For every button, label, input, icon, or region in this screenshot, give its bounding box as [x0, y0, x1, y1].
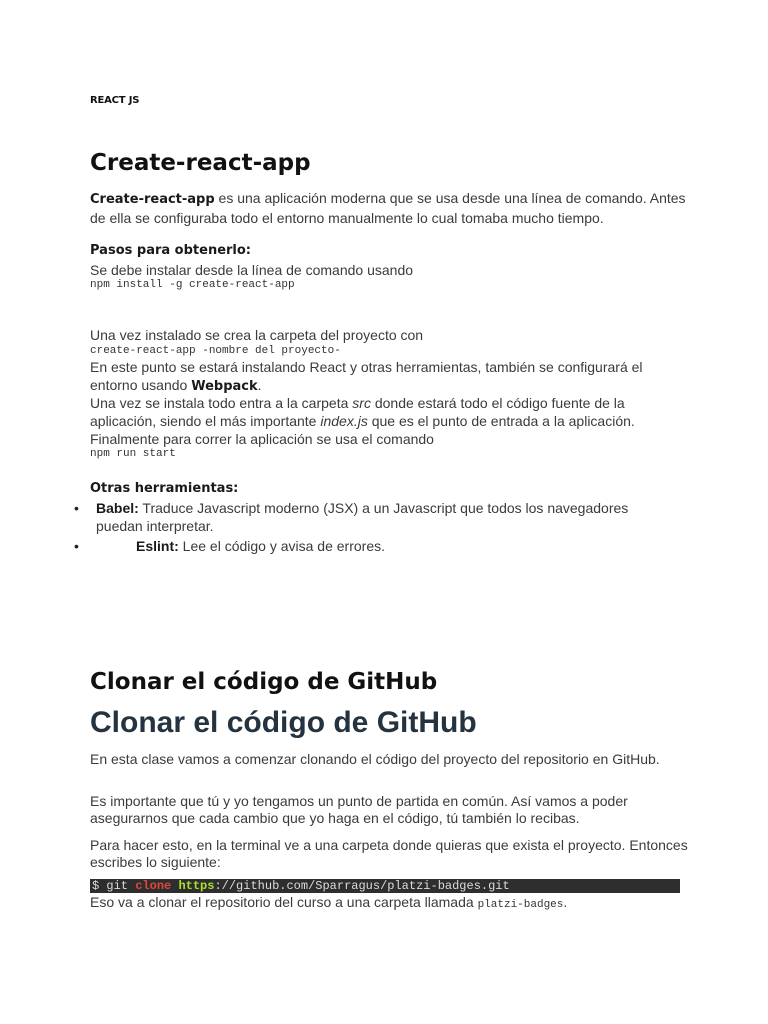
after-text: Eso va a clonar el repositorio del curso a una carpeta llamada — [90, 894, 478, 910]
tool-name: Babel: — [96, 500, 139, 516]
clonar-paragraph-2: Es importante que tú y yo tengamos un punto de partida en común. Así vamos a poder asegurarnos que cada cambio que yo haga en el código, tú también lo recibas. — [90, 793, 628, 826]
tools-title: Otras herramientas: — [90, 481, 239, 496]
tool-name: Eslint: — [136, 538, 179, 554]
config-text: En este punto se estará instalando React y otras herramientas, también se configurará el entorno usando — [90, 359, 643, 393]
cmd-url: ://github.com/Sparragus/platzi-badges.git — [214, 879, 510, 893]
intro-text: es una aplicación moderna que se usa desde una línea de comando. Antes de ella se configuraba todo el entorno manualmente lo cual tomaba mucho tiempo. — [90, 190, 686, 226]
terminal-command-bar — [90, 879, 680, 893]
src-text-a: Una vez se instala todo entra a la carpeta — [90, 395, 353, 411]
section-title-create-react-app: Create-react-app — [90, 150, 311, 176]
src-paragraph — [90, 394, 690, 430]
steps-title: Pasos para obtenerlo: — [90, 243, 252, 258]
run-line: Finalmente para correr la aplicación se usa el comando — [90, 431, 434, 447]
intro-paragraph — [90, 189, 690, 227]
cmd-clone-keyword: clone — [135, 879, 172, 893]
after-install-text: Una vez instalado se crea la carpeta del proyecto con — [90, 327, 424, 343]
section-title-clonar-big: Clonar el código de GitHub — [90, 706, 477, 739]
bullet-icon: • — [74, 538, 79, 554]
tool-desc: Lee el código y avisa de errores. — [178, 538, 386, 554]
src-text-b: donde estará todo el código fuente de la aplicación, siendo el más importante — [90, 395, 625, 429]
cmd-create: create-react-app -nombre del proyecto- — [90, 345, 341, 357]
tool-item-eslint — [74, 537, 690, 555]
page-header: REACT JS — [90, 95, 140, 106]
config-end: . — [257, 377, 262, 393]
config-paragraph — [90, 358, 690, 396]
section-title-clonar-small: Clonar el código de GitHub — [90, 669, 438, 695]
steps-line: Se debe instalar desde la línea de comando usando — [90, 262, 414, 278]
cmd-prompt: $ git — [92, 879, 136, 893]
clonar-paragraph-3: Para hacer esto, en la terminal ve a una carpeta donde quieras que exista el proyecto. Entonces escribes lo siguiente: — [90, 837, 688, 870]
tool-item-babel — [74, 499, 650, 535]
cmd-https: https — [178, 879, 215, 893]
src-text-c: que es el punto de entrada a la aplicación. — [367, 413, 635, 429]
cmd-run: npm run start — [90, 448, 176, 460]
after-inline-code: platzi-badges — [477, 899, 564, 911]
indexjs-italic: index.js — [320, 413, 368, 429]
tool-desc: Traduce Javascript moderno (JSX) a un Javascript que todos los navegadores puedan interpretar. — [96, 500, 629, 534]
webpack-bold: Webpack — [191, 379, 258, 394]
src-italic: src — [352, 395, 371, 411]
cmd-install: npm install -g create-react-app — [90, 279, 295, 291]
after-end: . — [563, 894, 568, 910]
intro-bold: Create-react-app — [90, 192, 215, 207]
bullet-icon: • — [74, 500, 79, 516]
clonar-paragraph-1: En esta clase vamos a comenzar clonando el código del proyecto del repositorio en GitHub. — [90, 751, 660, 767]
clonar-after-paragraph — [90, 894, 690, 914]
